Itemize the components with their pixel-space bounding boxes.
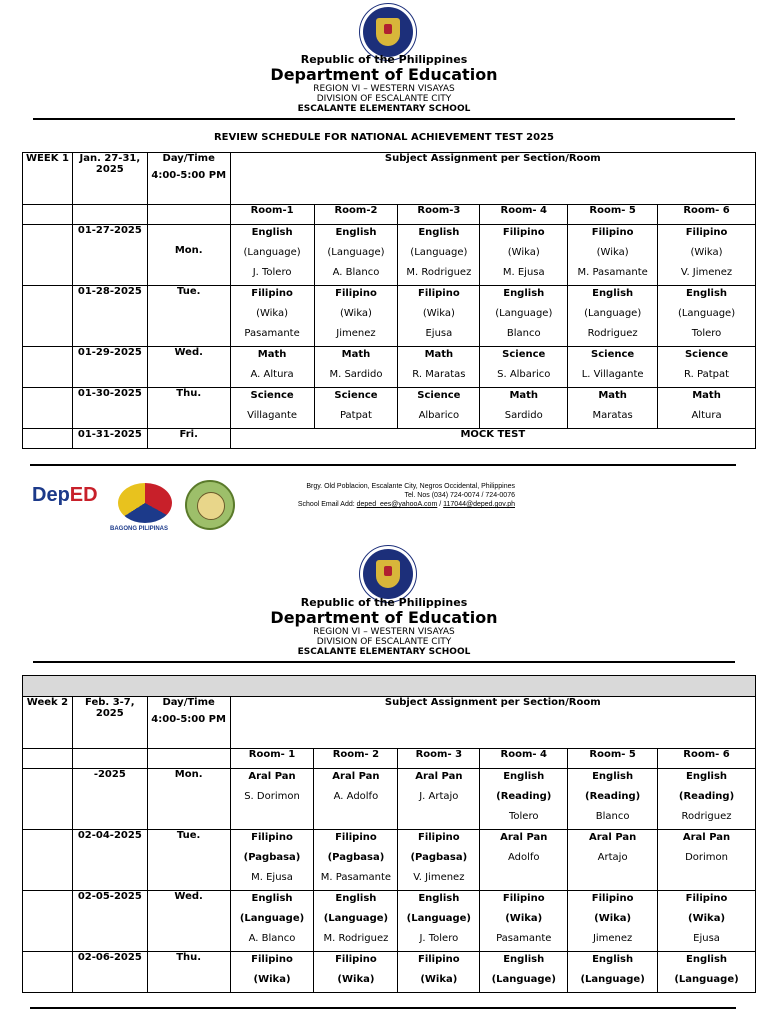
room-header-5: Room- 5 <box>568 749 658 769</box>
teacher-name: Blanco <box>506 328 541 339</box>
row-date: 02-05-2025 <box>72 891 147 952</box>
row-day: Wed. <box>147 347 230 388</box>
table-row <box>23 286 756 347</box>
schedule-cell <box>314 388 398 429</box>
subject-name: English <box>686 954 728 965</box>
subject-name: English <box>686 288 728 299</box>
schedule-cell <box>314 830 398 891</box>
subject-name: Math <box>692 390 721 401</box>
teacher-name: Adolfo <box>507 852 540 863</box>
subject-name: Filipino <box>418 288 460 299</box>
republic-label: Republic of the Philippines <box>300 53 468 66</box>
deped-seal-icon <box>363 7 413 57</box>
teacher-name: J. Artajo <box>419 791 459 802</box>
subject-area: (Language) <box>406 913 472 924</box>
room-header-1: Room- 1 <box>230 749 314 769</box>
teacher-name: Artajo <box>597 852 628 863</box>
subject-area: (Wika) <box>688 913 726 924</box>
subject-area: (Wika) <box>505 913 543 924</box>
week2-schedule-table <box>22 675 756 993</box>
table-row <box>23 388 756 429</box>
row-day: Tue. <box>147 286 230 347</box>
subject-name: Filipino <box>251 832 293 843</box>
subject-name: English <box>335 227 377 238</box>
footer-divider <box>30 464 736 466</box>
letterhead <box>0 53 768 115</box>
subject-name: Filipino <box>685 893 728 904</box>
school-name: ESCALANTE ELEMENTARY SCHOOL <box>297 104 471 114</box>
schedule-cell <box>658 891 756 952</box>
schedule-cell <box>398 286 480 347</box>
subject-area: (Wika) <box>337 974 375 985</box>
room-header-3: Room-3 <box>398 205 480 225</box>
daytime-label: Day/Time <box>162 697 215 708</box>
schedule-cell <box>398 225 480 286</box>
schedule-cell <box>398 347 480 388</box>
subject-name: Filipino <box>251 954 293 965</box>
teacher-name: Ejusa <box>425 328 453 339</box>
subject-name: English <box>503 288 545 299</box>
schedule-cell <box>568 347 658 388</box>
schedule-cell <box>230 388 314 429</box>
subject-name: Science <box>417 390 461 401</box>
deped-logo: DepED <box>32 484 98 506</box>
schedule-cell <box>480 225 568 286</box>
teacher-name: V. Jimenez <box>680 267 733 278</box>
subject-name: Science <box>250 390 294 401</box>
schedule-cell <box>480 769 568 830</box>
subject-area: (Wika) <box>256 308 289 319</box>
teacher-name: Tolero <box>509 811 539 822</box>
teacher-name: Patpat <box>339 410 372 421</box>
subject-name: Aral Pan <box>588 832 637 843</box>
subject-name: Science <box>684 349 729 360</box>
teacher-name: R. Patpat <box>684 369 730 380</box>
table-row <box>23 952 756 993</box>
teacher-name: Rodriguez <box>587 328 638 339</box>
teacher-name: Sardido <box>504 410 543 421</box>
teacher-name: Blanco <box>595 811 630 822</box>
row-day: Mon. <box>147 225 230 286</box>
subject-name: Aral Pan <box>332 771 380 782</box>
subject-area: (Language) <box>491 974 556 985</box>
subject-area: (Pagbasa) <box>243 852 301 863</box>
teacher-name: L. Villagante <box>581 369 644 380</box>
schedule-cell <box>398 388 480 429</box>
teacher-name: V. Jimenez <box>413 872 465 883</box>
schedule-cell <box>480 952 568 993</box>
room-header-6: Room- 6 <box>658 749 756 769</box>
subject-area: (Language) <box>327 247 385 258</box>
blank-cell <box>23 830 73 891</box>
row-date: 01-28-2025 <box>72 286 147 347</box>
subject-area: (Language) <box>410 247 468 258</box>
footer-address: Brgy. Old Poblacion, Escalante City, Negros Occidental, Philippines <box>306 483 515 490</box>
schedule-cell <box>230 286 314 347</box>
teacher-name: Jimenez <box>592 933 633 944</box>
division-label: DIVISION OF ESCALANTE CITY <box>316 94 452 104</box>
schedule-cell <box>658 388 756 429</box>
subject-area: (Wika) <box>253 974 291 985</box>
subject-name: Filipino <box>685 227 728 238</box>
schedule-cell <box>568 286 658 347</box>
division-label: DIVISION OF ESCALANTE CITY <box>316 637 452 647</box>
subject-name: Science <box>502 349 546 360</box>
email-link-1[interactable]: deped_ees@yahooA.com <box>356 501 438 508</box>
schedule-cell <box>314 347 398 388</box>
row-day: Thu. <box>147 952 230 993</box>
subject-name: Filipino <box>335 288 377 299</box>
teacher-name: S. Dorimon <box>244 791 300 802</box>
teacher-name: Maratas <box>592 410 633 421</box>
subject-name: English <box>335 893 377 904</box>
subject-name: Filipino <box>591 227 634 238</box>
blank-cell <box>72 749 147 769</box>
teacher-name: M. Pasamante <box>577 267 648 278</box>
schedule-cell <box>568 952 658 993</box>
week-label: Week 2 <box>23 697 73 749</box>
schedule-cell <box>568 225 658 286</box>
schedule-cell <box>314 225 398 286</box>
subject-area: (Language) <box>323 913 389 924</box>
schedule-cell <box>658 952 756 993</box>
subject-name: Filipino <box>502 893 545 904</box>
room-header-5: Room- 5 <box>568 205 658 225</box>
daytime-header <box>147 697 230 749</box>
teacher-name: A. Blanco <box>332 267 380 278</box>
teacher-name: M. Sardido <box>329 369 383 380</box>
bagong-pilipinas-label: BAGONG PILIPINAS <box>110 526 169 532</box>
subject-area: (Reading) <box>496 791 552 802</box>
schedule-cell <box>398 952 480 993</box>
footer-contact <box>270 482 515 509</box>
blank-cell <box>23 388 73 429</box>
date-range: Feb. 3-7, 2025 <box>72 697 147 749</box>
teacher-name: Jimenez <box>336 328 376 339</box>
subject-area: (Language) <box>495 308 553 319</box>
schedule-cell <box>230 830 314 891</box>
schedule-cell <box>314 286 398 347</box>
subject-area: (Language) <box>580 974 645 985</box>
teacher-name: M. Rodriguez <box>323 933 389 944</box>
schedule-cell <box>658 830 756 891</box>
region-label: REGION VI – WESTERN VISAYAS <box>313 627 455 637</box>
teacher-name: A. Altura <box>250 369 294 380</box>
grey-band-cell <box>23 676 756 697</box>
schedule-cell <box>658 347 756 388</box>
review-title: REVIEW SCHEDULE FOR NATIONAL ACHIEVEMENT TEST 2025 <box>213 132 555 143</box>
table-row <box>23 769 756 830</box>
subject-area: (Wika) <box>507 247 540 258</box>
table-row <box>23 225 756 286</box>
teacher-name: Pasamante <box>244 328 300 339</box>
subject-name: Filipino <box>417 954 460 965</box>
teacher-name: Tolero <box>691 328 722 339</box>
row-day: Thu. <box>147 388 230 429</box>
deped-seal-icon <box>363 549 413 599</box>
subject-name: Aral Pan <box>682 832 731 843</box>
subject-name: Math <box>598 390 627 401</box>
teacher-name: M. Pasamante <box>320 872 392 883</box>
room-header-2: Room-2 <box>314 205 398 225</box>
bagong-pilipinas-logo-icon <box>118 483 172 523</box>
subject-area: (Language) <box>584 308 642 319</box>
schedule-cell <box>568 769 658 830</box>
row-day: Fri. <box>147 429 230 449</box>
subject-area: (Pagbasa) <box>327 852 385 863</box>
blank-cell <box>23 429 73 449</box>
blank-cell <box>23 347 73 388</box>
subject-name: Filipino <box>251 288 293 299</box>
schedule-cell <box>398 830 480 891</box>
blank-cell <box>23 952 73 993</box>
teacher-name: Altura <box>691 410 722 421</box>
subject-name: Aral Pan <box>415 771 463 782</box>
subject-area: (Wika) <box>596 247 629 258</box>
teacher-name: Albarico <box>418 410 460 421</box>
school-seal-icon <box>185 480 235 530</box>
teacher-name: Villagante <box>247 410 298 421</box>
teacher-name: M. Ejusa <box>502 267 545 278</box>
subject-area: (Pagbasa) <box>410 852 468 863</box>
subject-name: Filipino <box>335 954 377 965</box>
subject-name: English <box>251 893 293 904</box>
schedule-cell <box>230 225 314 286</box>
mock-test-label: MOCK TEST <box>230 429 755 449</box>
schedule-cell <box>480 388 568 429</box>
subject-name: English <box>592 288 634 299</box>
schedule-cell <box>398 891 480 952</box>
subject-area: (Wika) <box>690 247 723 258</box>
subject-area: (Wika) <box>420 974 458 985</box>
blank-cell <box>23 749 73 769</box>
republic-label: Republic of the Philippines <box>300 596 468 609</box>
subject-area: (Reading) <box>678 791 735 802</box>
room-header-4: Room- 4 <box>480 205 568 225</box>
blank-cell <box>147 749 230 769</box>
schedule-cell <box>398 769 480 830</box>
subject-name: English <box>418 893 460 904</box>
school-name: ESCALANTE ELEMENTARY SCHOOL <box>297 647 471 657</box>
subject-area: (Language) <box>674 974 739 985</box>
schedule-cell <box>314 891 398 952</box>
blank-cell <box>23 225 73 286</box>
schedule-cell <box>480 891 568 952</box>
blank-cell <box>23 286 73 347</box>
teacher-name: R. Maratas <box>412 369 466 380</box>
schedule-cell <box>480 286 568 347</box>
footer-divider <box>30 1007 736 1009</box>
row-day: Mon. <box>147 769 230 830</box>
subject-area: (Wika) <box>594 913 632 924</box>
teacher-name: A. Adolfo <box>333 791 379 802</box>
subject-name: Aral Pan <box>500 832 548 843</box>
teacher-name: A. Blanco <box>248 933 296 944</box>
room-header-3: Room- 3 <box>398 749 480 769</box>
time-label: 4:00-5:00 PM <box>151 170 227 181</box>
date-range: Jan. 27-31, 2025 <box>72 153 147 205</box>
row-date: 01-27-2025 <box>72 225 147 286</box>
subject-name: English <box>503 771 545 782</box>
schedule-cell <box>230 891 314 952</box>
teacher-name: Pasamante <box>496 933 552 944</box>
teacher-name: J. Tolero <box>252 267 292 278</box>
subject-name: Filipino <box>591 893 634 904</box>
subject-header: Subject Assignment per Section/Room <box>230 697 755 749</box>
subject-name: Math <box>509 390 539 401</box>
blank-cell <box>23 891 73 952</box>
subject-header: Subject Assignment per Section/Room <box>230 153 755 205</box>
teacher-name: Ejusa <box>693 933 720 944</box>
schedule-cell <box>568 891 658 952</box>
row-day: Tue. <box>147 830 230 891</box>
subject-name: Math <box>341 349 371 360</box>
row-date: 01-29-2025 <box>72 347 147 388</box>
teacher-name: S. Albarico <box>497 369 551 380</box>
table-row <box>23 891 756 952</box>
subject-name: English <box>592 771 634 782</box>
blank-cell <box>23 769 73 830</box>
subject-name: English <box>686 771 728 782</box>
schedule-cell <box>314 769 398 830</box>
footer-tel: Tel. Nos (034) 724-0074 / 724-0076 <box>404 492 515 499</box>
row-day: Wed. <box>147 891 230 952</box>
subject-name: Filipino <box>502 227 545 238</box>
subject-area: (Language) <box>677 308 736 319</box>
subject-name: Science <box>334 390 378 401</box>
table-row <box>23 830 756 891</box>
row-date: 01-31-2025 <box>72 429 147 449</box>
week-label: WEEK 1 <box>23 153 73 205</box>
subject-area: (Reading) <box>585 791 641 802</box>
subject-name: English <box>251 227 293 238</box>
schedule-cell <box>658 225 756 286</box>
schedule-cell <box>230 347 314 388</box>
week1-schedule-table <box>22 152 756 449</box>
time-label: 4:00-5:00 PM <box>151 714 226 725</box>
subject-name: Math <box>424 349 454 360</box>
header-divider <box>33 661 735 663</box>
room-header-1: Room-1 <box>230 205 314 225</box>
subject-name: English <box>503 954 545 965</box>
schedule-cell <box>568 388 658 429</box>
blank-cell <box>147 205 230 225</box>
row-date: 02-06-2025 <box>72 952 147 993</box>
row-date: -2025 <box>72 769 147 830</box>
schedule-cell <box>480 347 568 388</box>
schedule-cell <box>658 286 756 347</box>
blank-cell <box>23 205 73 225</box>
schedule-cell <box>230 769 314 830</box>
row-date: 02-04-2025 <box>72 830 147 891</box>
subject-name: English <box>418 227 460 238</box>
department-title: Department of Education <box>270 65 498 84</box>
schedule-cell <box>480 830 568 891</box>
subject-name: Filipino <box>335 832 377 843</box>
teacher-name: J. Tolero <box>419 933 459 944</box>
schedule-cell <box>230 952 314 993</box>
row-date: 01-30-2025 <box>72 388 147 429</box>
subject-name: Aral Pan <box>248 771 296 782</box>
region-label: REGION VI – WESTERN VISAYAS <box>313 84 455 94</box>
room-header-4: Room- 4 <box>480 749 568 769</box>
room-header-6: Room- 6 <box>658 205 756 225</box>
daytime-header <box>147 153 230 205</box>
table-row <box>23 347 756 388</box>
email-link-2[interactable]: 117044@deped.gov.ph <box>443 501 515 508</box>
teacher-name: M. Ejusa <box>251 872 293 883</box>
teacher-name: M. Rodriguez <box>406 267 472 278</box>
subject-name: Math <box>257 349 287 360</box>
footer-email: School Email Add: deped_ees@yahooA.com / 117044@deped.gov.ph <box>297 501 515 508</box>
subject-name: English <box>592 954 634 965</box>
schedule-cell <box>568 830 658 891</box>
schedule-cell <box>314 952 398 993</box>
room-header-2: Room- 2 <box>314 749 398 769</box>
subject-area: (Language) <box>243 247 301 258</box>
department-title: Department of Education <box>270 608 498 627</box>
blank-cell <box>72 205 147 225</box>
subject-area: (Language) <box>239 913 305 924</box>
subject-area: (Wika) <box>422 308 455 319</box>
teacher-name: Rodriguez <box>681 811 732 822</box>
letterhead <box>0 596 768 658</box>
subject-area: (Wika) <box>339 308 372 319</box>
subject-name: Science <box>591 349 635 360</box>
header-divider <box>33 118 735 120</box>
daytime-label: Day/Time <box>162 153 215 164</box>
subject-name: Filipino <box>417 832 460 843</box>
schedule-cell <box>658 769 756 830</box>
teacher-name: Dorimon <box>685 852 728 863</box>
